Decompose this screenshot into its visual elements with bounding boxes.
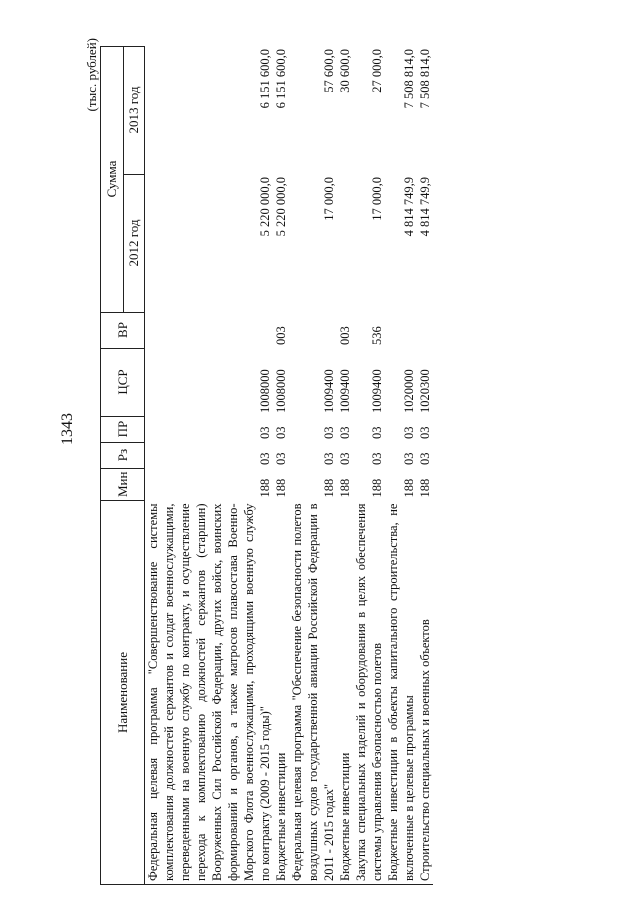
- table-row: [289, 46, 337, 884]
- table-row: [337, 46, 353, 884]
- row-min: 188: [338, 478, 352, 498]
- row-vr: [289, 312, 337, 348]
- row-csr: 1020300: [418, 369, 432, 414]
- header-csr: ЦСР: [101, 348, 145, 416]
- units-label: (тыс. рублей): [84, 38, 99, 112]
- row-vr: 003: [338, 326, 352, 346]
- row-min: 188: [258, 478, 272, 498]
- row-rz: 03: [418, 452, 432, 466]
- row-sum-2012: 17 000,0: [322, 177, 336, 221]
- row-name: Федеральная целевая программа "Совершенствование системы комплектования должностей сержантов и солдат военнослужащими, переведенными на военную службу по контракту, и осуществление перехода к комплектованию должностей сержантов (старшин) Вооруженных Сил Российской Федерации, других войск, воинских формирований и органов, а также матросов плавсостава Военно-Морского Флота военнослужащими, проходящими военную службу по контракту (2009 - 2015 годы)": [145, 501, 274, 885]
- row-csr: 1008000: [274, 369, 288, 414]
- row-sum-2012: 5 220 000,0: [258, 177, 272, 237]
- header-pr: ПР: [101, 416, 145, 442]
- row-sum-2012: [337, 174, 353, 312]
- row-rz: 03: [338, 452, 352, 466]
- row-sum-2013: 30 600,0: [338, 49, 352, 93]
- row-pr: 03: [258, 426, 272, 440]
- header-year-2012: 2012 год: [124, 174, 145, 312]
- row-min: 188: [418, 478, 432, 498]
- row-sum-2013: 57 600,0: [322, 49, 336, 93]
- row-csr: 1009400: [370, 369, 384, 414]
- header-rz: Рз: [101, 442, 145, 468]
- row-name: Закупка специальных изделий и оборудования в целях обеспечения системы управления безопасностью полетов: [353, 501, 385, 885]
- row-vr: 536: [370, 326, 384, 346]
- row-pr: 03: [322, 426, 336, 440]
- row-name: Бюджетные инвестиции в объекты капитального строительства, не включенные в целевые программы: [385, 501, 417, 885]
- table-row: [273, 46, 289, 884]
- row-vr: [145, 312, 274, 348]
- row-sum-2012: 5 220 000,0: [274, 177, 288, 237]
- row-rz: 03: [258, 452, 272, 466]
- row-rz: 03: [322, 452, 336, 466]
- row-name: Строительство специальных и военных объектов: [417, 501, 433, 885]
- rotated-page-content: [80, 20, 640, 885]
- row-min: 188: [370, 478, 384, 498]
- row-sum-2013: 7 508 814,0: [402, 49, 416, 109]
- row-pr: 03: [338, 426, 352, 440]
- row-pr: 03: [370, 426, 384, 440]
- row-name: Бюджетные инвестиции: [273, 501, 289, 885]
- row-csr: 1020000: [402, 369, 416, 414]
- row-min: 188: [402, 478, 416, 498]
- row-min: 188: [322, 478, 336, 498]
- table-row: [385, 46, 417, 884]
- table-row: [145, 46, 274, 884]
- table-row: [353, 46, 385, 884]
- row-csr: 1008000: [258, 369, 272, 414]
- row-csr: 1009400: [338, 369, 352, 414]
- row-sum-2012: 4 814 749,9: [402, 177, 416, 237]
- row-rz: 03: [402, 452, 416, 466]
- row-sum-2013: 6 151 600,0: [258, 49, 272, 109]
- header-year-2013: 2013 год: [124, 46, 145, 174]
- row-vr: [385, 312, 417, 348]
- budget-table: [100, 46, 433, 885]
- row-sum-2012: 4 814 749,9: [418, 177, 432, 237]
- row-rz: 03: [370, 452, 384, 466]
- row-sum-2013: 7 508 814,0: [418, 49, 432, 109]
- row-pr: 03: [274, 426, 288, 440]
- row-name: Бюджетные инвестиции: [337, 501, 353, 885]
- page-number: 1343: [59, 413, 76, 445]
- row-sum-2013: 6 151 600,0: [274, 49, 288, 109]
- header-vr: ВР: [101, 312, 145, 348]
- table-header-row: [101, 46, 124, 884]
- row-rz: 03: [274, 452, 288, 466]
- row-vr: [417, 312, 433, 348]
- row-pr: 03: [418, 426, 432, 440]
- row-vr: 003: [274, 326, 288, 346]
- row-sum-2013: 27 000,0: [370, 49, 384, 93]
- row-csr: 1009400: [322, 369, 336, 414]
- header-name: Наименование: [101, 501, 145, 885]
- header-sum: Сумма: [101, 46, 124, 312]
- row-min: 188: [274, 478, 288, 498]
- header-min: Мин: [101, 468, 145, 500]
- row-pr: 03: [402, 426, 416, 440]
- row-sum-2012: 17 000,0: [370, 177, 384, 221]
- table-row: [417, 46, 433, 884]
- row-name: Федеральная целевая программа "Обеспечение безопасности полетов воздушных судов государственной авиации Российской Федерации в 2011 - 2015 годах": [289, 501, 337, 885]
